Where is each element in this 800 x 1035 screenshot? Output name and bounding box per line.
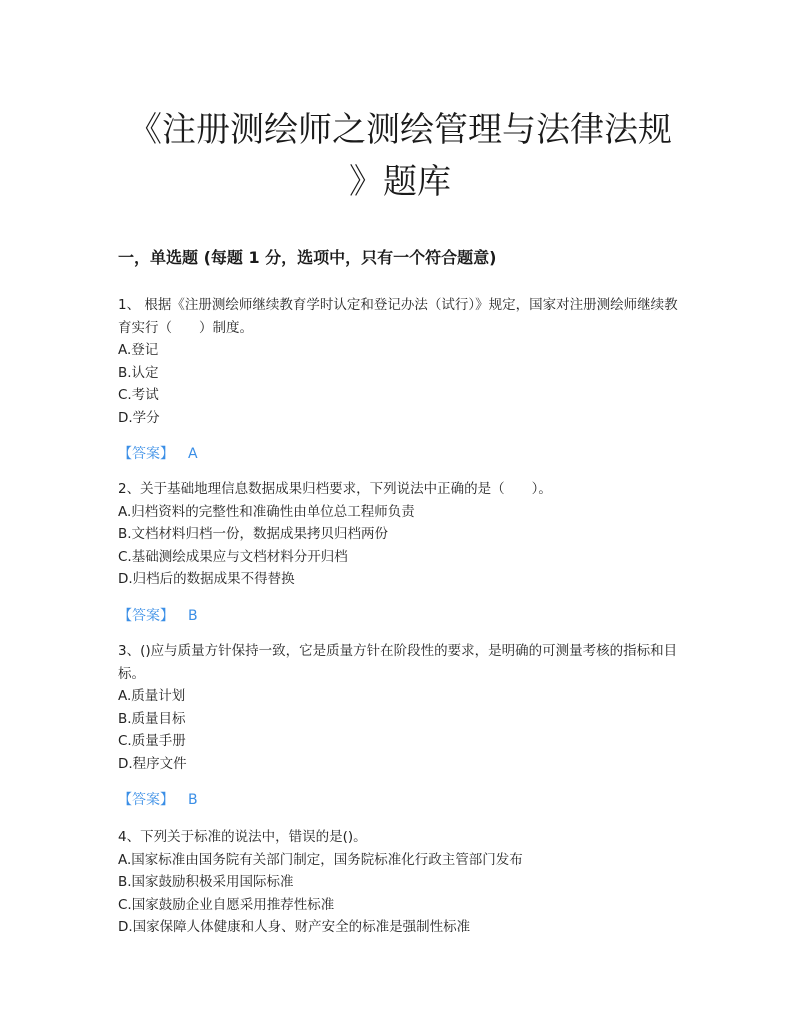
option-b: B.认定 [118, 364, 159, 381]
option-a: A.国家标准由国务院有关部门制定，国务院标准化行政主管部门发布 [118, 851, 523, 868]
option-c: C.基础测绘成果应与文档材料分开归档 [118, 548, 348, 565]
answer-value: B [188, 792, 198, 808]
option-c: C.质量手册 [118, 733, 186, 749]
option-c: C.国家鼓励企业自愿采用推荐性标准 [118, 896, 335, 913]
question-stem: 1、 根据《注册测绘师继续教育学时认定和登记办法（试行）》规定，国家对注册测绘师继续教育实行（ ）制度。 [118, 297, 678, 336]
option-d: D.归档后的数据成果不得替换 [118, 571, 295, 587]
option-d: D.国家保障人体健康和人身、财产安全的标准是强制性标准 [118, 919, 471, 935]
answer-line [118, 443, 688, 466]
document-title-line-1: 《注册测绘师之测绘管理与法律法规 [128, 110, 672, 150]
option-c: C.考试 [118, 387, 159, 403]
question-4 [118, 826, 688, 939]
option-d: D.学分 [118, 409, 160, 426]
question-stem: 3、()应与质量方针保持一致，它是质量方针在阶段性的要求，是明确的可测量考核的指标和目标。 [118, 643, 678, 682]
answer-label: 【答案】 [118, 607, 174, 624]
question-3 [118, 640, 688, 812]
answer-value: B [188, 607, 198, 624]
option-a: A.归档资料的完整性和准确性由单位总工程师负责 [118, 503, 415, 520]
question-stem: 2、关于基础地理信息数据成果归档要求，下列说法中正确的是（ ）。 [118, 481, 552, 497]
answer-label: 【答案】 [118, 792, 174, 808]
question-1 [118, 294, 688, 466]
answer-value: A [188, 446, 198, 462]
question-stem: 4、下列关于标准的说法中，错误的是()。 [118, 829, 367, 845]
answer-line [118, 605, 688, 628]
option-b: B.国家鼓励积极采用国际标准 [118, 874, 294, 890]
question-2 [118, 478, 688, 627]
option-b: B.质量目标 [118, 710, 186, 727]
option-b: B.文档材料归档一份，数据成果拷贝归档两份 [118, 526, 389, 542]
answer-line [118, 789, 688, 812]
option-a: A.登记 [118, 342, 159, 358]
option-a: A.质量计划 [118, 688, 186, 704]
answer-label: 【答案】 [118, 446, 174, 462]
document-title-line-2: 》题库 [349, 162, 451, 202]
section-heading: 一，单选题 (每题 1 分，选项中，只有一个符合题意) [118, 248, 497, 267]
option-d: D.程序文件 [118, 755, 187, 772]
document-title [100, 104, 700, 208]
